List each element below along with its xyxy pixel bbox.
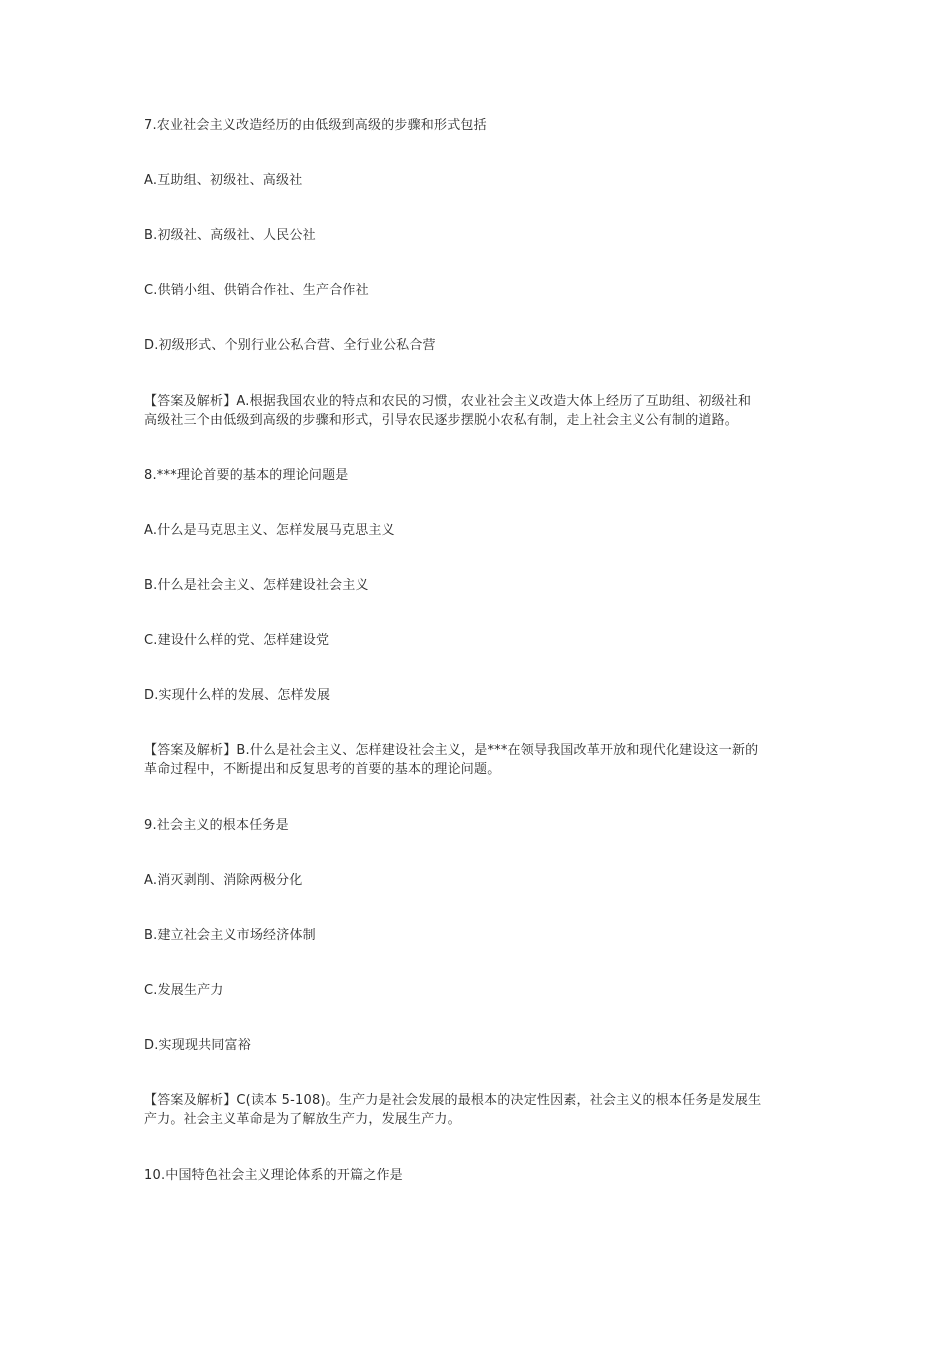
question-8-answer-line-2: 革命过程中，不断提出和反复思考的首要的基本的理论问题。 (144, 762, 501, 777)
question-8-stem: 8.***理论首要的基本的理论问题是 (144, 468, 349, 483)
question-7-answer-line-1: 【答案及解析】A.根据我国农业的特点和农民的习惯，农业社会主义改造大体上经历了互助组、初级社和 (144, 394, 752, 409)
question-7-option-c: C.供销小组、供销合作社、生产合作社 (144, 283, 369, 298)
question-9-answer-line-2: 产力。社会主义革命是为了解放生产力，发展生产力。 (144, 1112, 461, 1127)
question-9-stem: 9.社会主义的根本任务是 (144, 818, 289, 833)
question-9-option-c: C.发展生产力 (144, 983, 224, 998)
question-7-option-a: A.互助组、初级社、高级社 (144, 173, 303, 188)
question-8-answer-line-1: 【答案及解析】B.什么是社会主义、怎样建设社会主义，是***在领导我国改革开放和现代化建设这一新的 (144, 743, 759, 758)
question-9-option-d: D.实现现共同富裕 (144, 1038, 251, 1053)
question-8-option-d: D.实现什么样的发展、怎样发展 (144, 688, 331, 703)
question-8-option-c: C.建设什么样的党、怎样建设党 (144, 633, 330, 648)
question-7-stem: 7.农业社会主义改造经历的由低级到高级的步骤和形式包括 (144, 118, 487, 133)
question-8-option-a: A.什么是马克思主义、怎样发展马克思主义 (144, 523, 395, 538)
question-9-answer-line-1: 【答案及解析】C(读本 5-108)。生产力是社会发展的最根本的决定性因素，社会主义的根本任务是发展生 (144, 1093, 762, 1108)
question-7-option-b: B.初级社、高级社、人民公社 (144, 228, 316, 243)
question-9-option-a: A.消灭剥削、消除两极分化 (144, 873, 303, 888)
question-9-option-b: B.建立社会主义市场经济体制 (144, 928, 316, 943)
question-7-option-d: D.初级形式、个别行业公私合营、全行业公私合营 (144, 338, 436, 353)
question-7-answer-line-2: 高级社三个由低级到高级的步骤和形式，引导农民逐步摆脱小农私有制，走上社会主义公有制的道路。 (144, 413, 739, 428)
question-10-stem: 10.中国特色社会主义理论体系的开篇之作是 (144, 1168, 403, 1183)
question-8-option-b: B.什么是社会主义、怎样建设社会主义 (144, 578, 369, 593)
